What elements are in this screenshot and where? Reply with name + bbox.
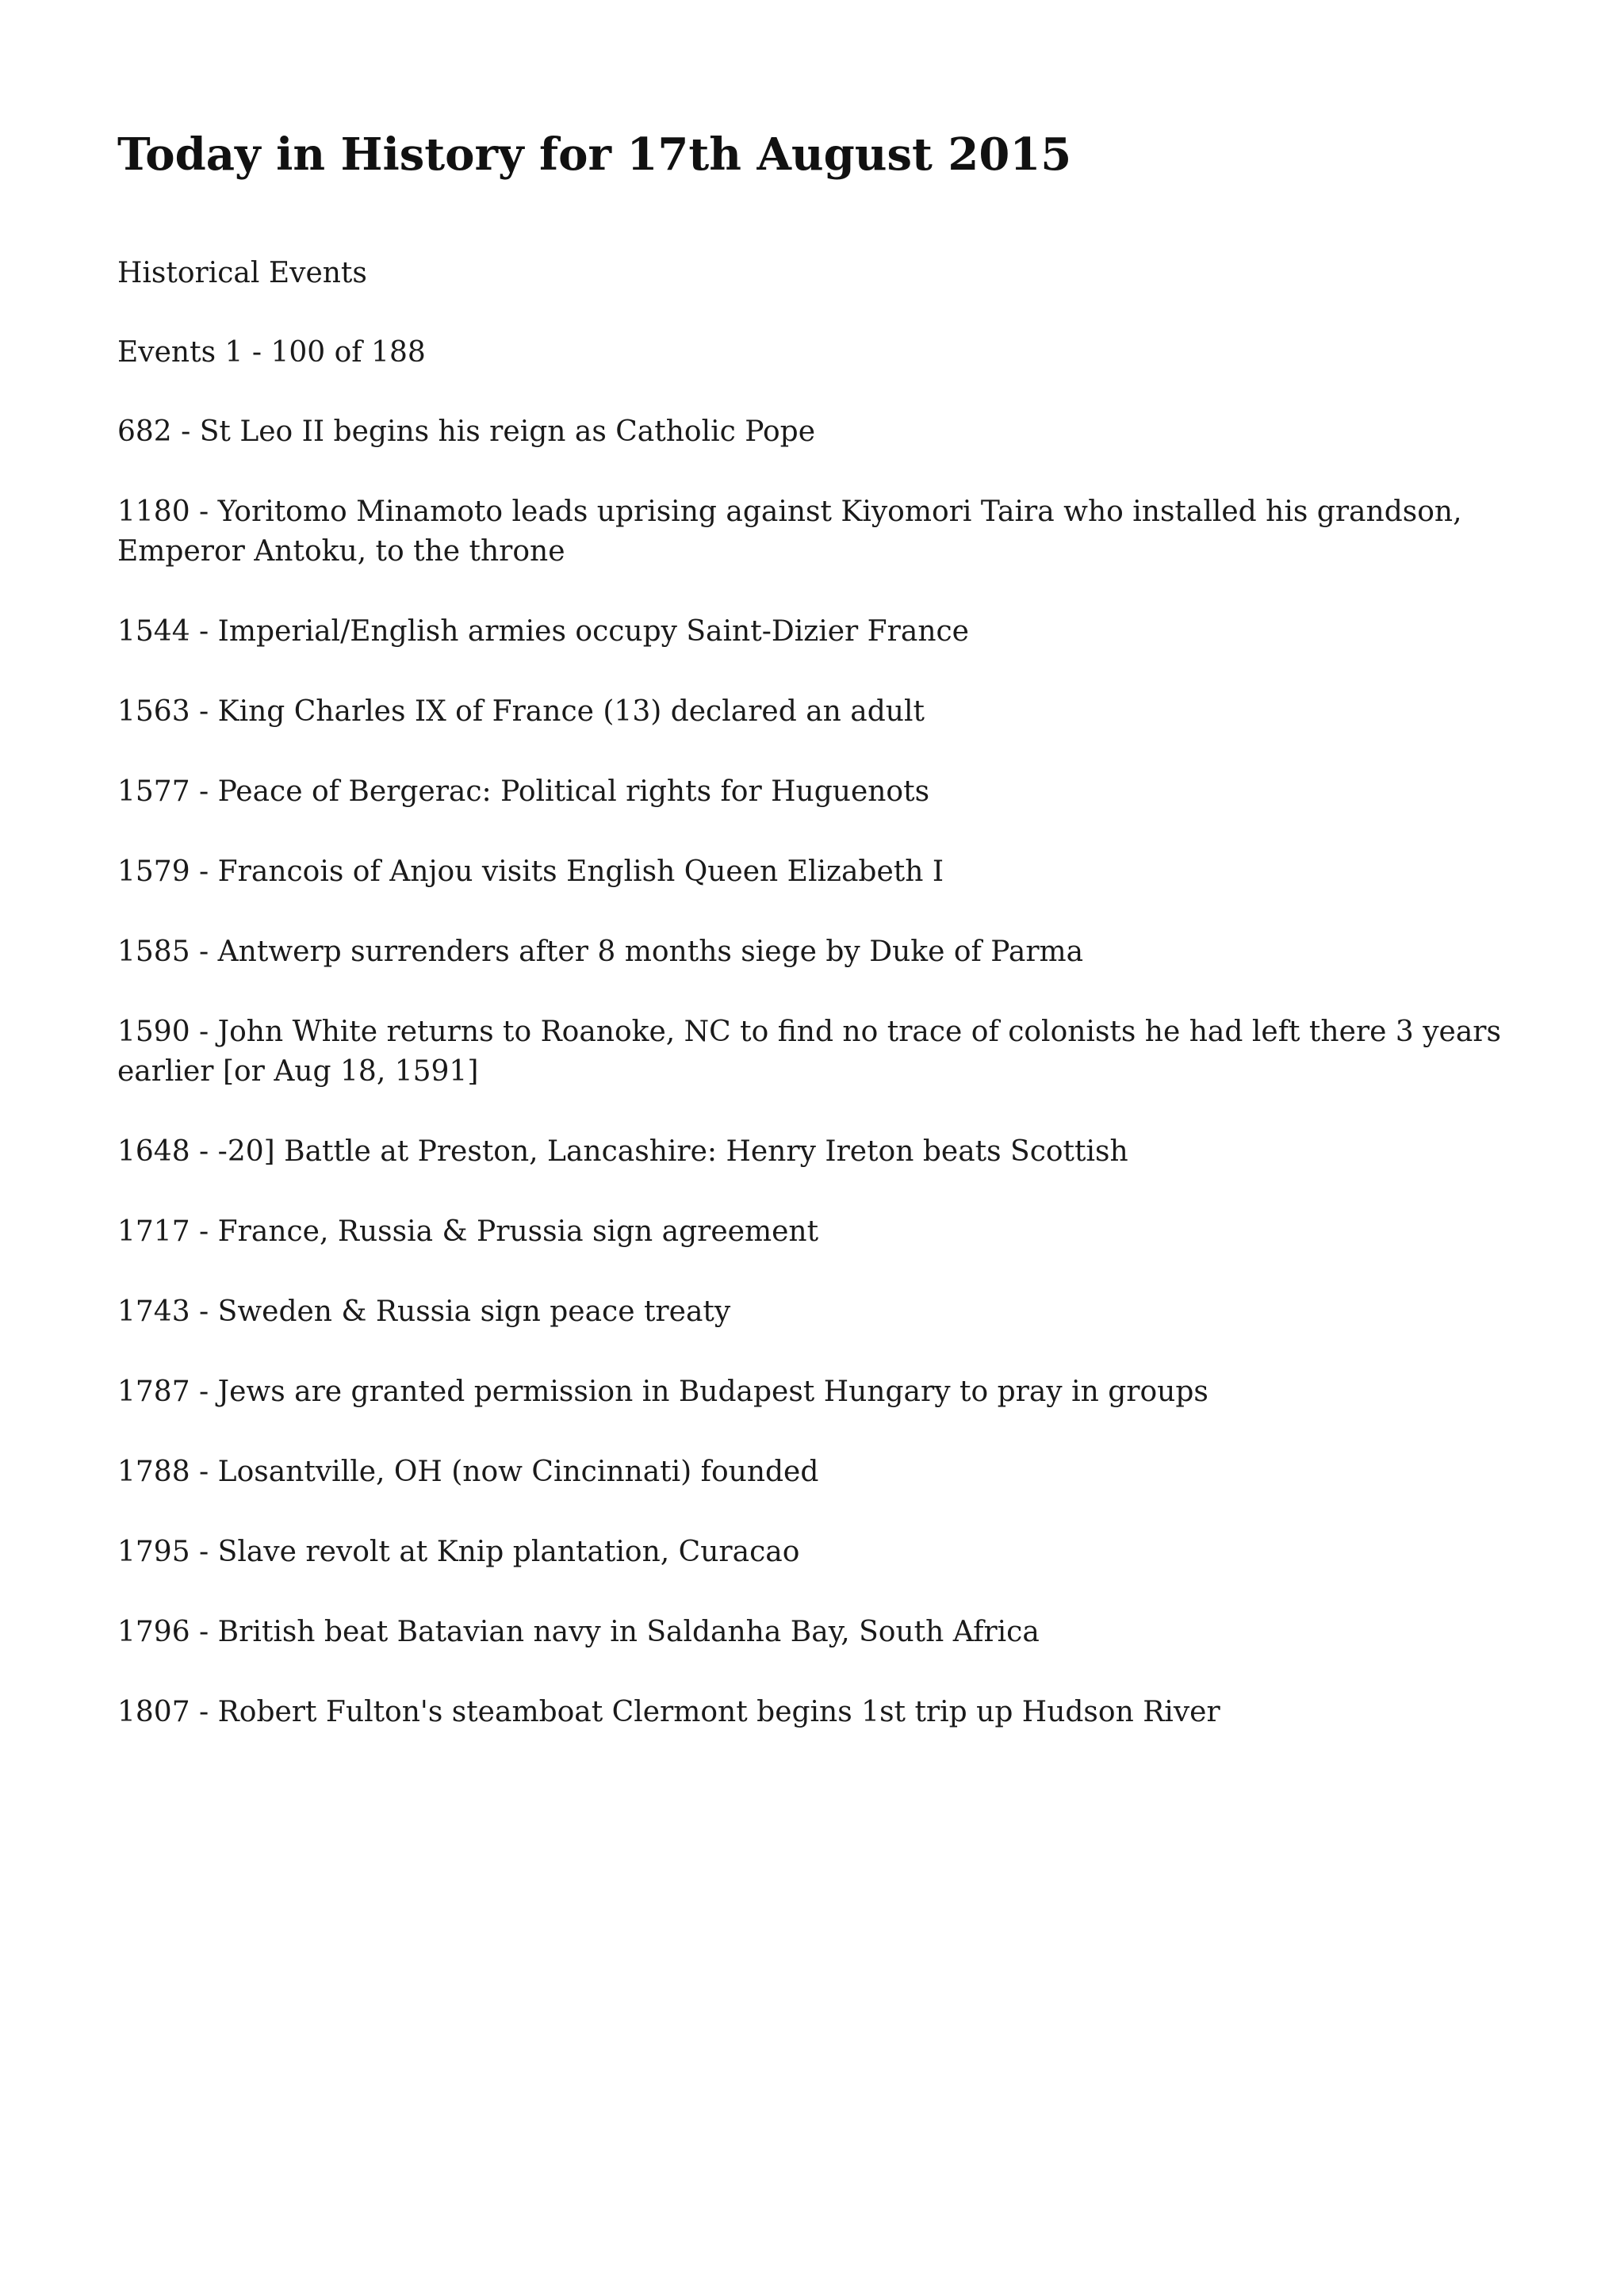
page-title: Today in History for 17th August 2015	[117, 128, 1072, 181]
event-item: 1795 - Slave revolt at Knip plantation, Curacao	[117, 1536, 800, 1568]
event-item: 1796 - British beat Batavian navy in Saldanha Bay, South Africa	[117, 1616, 1040, 1648]
event-item: 1787 - Jews are granted permission in Budapest Hungary to pray in groups	[117, 1376, 1208, 1408]
event-item: 1579 - Francois of Anjou visits English Queen Elizabeth I	[117, 855, 944, 888]
document-page	[117, 119, 1513, 1728]
event-item: 1788 - Losantville, OH (now Cincinnati) founded	[117, 1456, 819, 1488]
event-item: 1180 - Yoritomo Minamoto leads uprising against Kiyomori Taira who installed his grandson, Emperor Antoku, to the throne	[117, 496, 1462, 568]
event-list	[117, 412, 1513, 1773]
event-item: 1544 - Imperial/English armies occupy Saint-Dizier France	[117, 615, 969, 648]
event-item: 1563 - King Charles IX of France (13) declared an adult	[117, 695, 925, 728]
event-item: 1807 - Robert Fulton's steamboat Clermont begins 1st trip up Hudson River	[117, 1696, 1220, 1728]
events-count: Events 1 - 100 of 188	[117, 336, 426, 369]
event-item: 1717 - France, Russia & Prussia sign agreement	[117, 1215, 819, 1248]
event-item: 1590 - John White returns to Roanoke, NC to find no trace of colonists he had left there 3 years earlier [or Aug 18, 1591]	[117, 1016, 1501, 1088]
event-item: 1743 - Sweden & Russia sign peace treaty	[117, 1295, 731, 1328]
section-heading: Historical Events	[117, 257, 367, 289]
event-item: 1577 - Peace of Bergerac: Political rights for Huguenots	[117, 775, 930, 808]
event-item: 1585 - Antwerp surrenders after 8 months siege by Duke of Parma	[117, 936, 1084, 968]
event-item: 1648 - -20] Battle at Preston, Lancashire: Henry Ireton beats Scottish	[117, 1135, 1128, 1168]
event-item: 682 - St Leo II begins his reign as Catholic Pope	[117, 415, 816, 448]
